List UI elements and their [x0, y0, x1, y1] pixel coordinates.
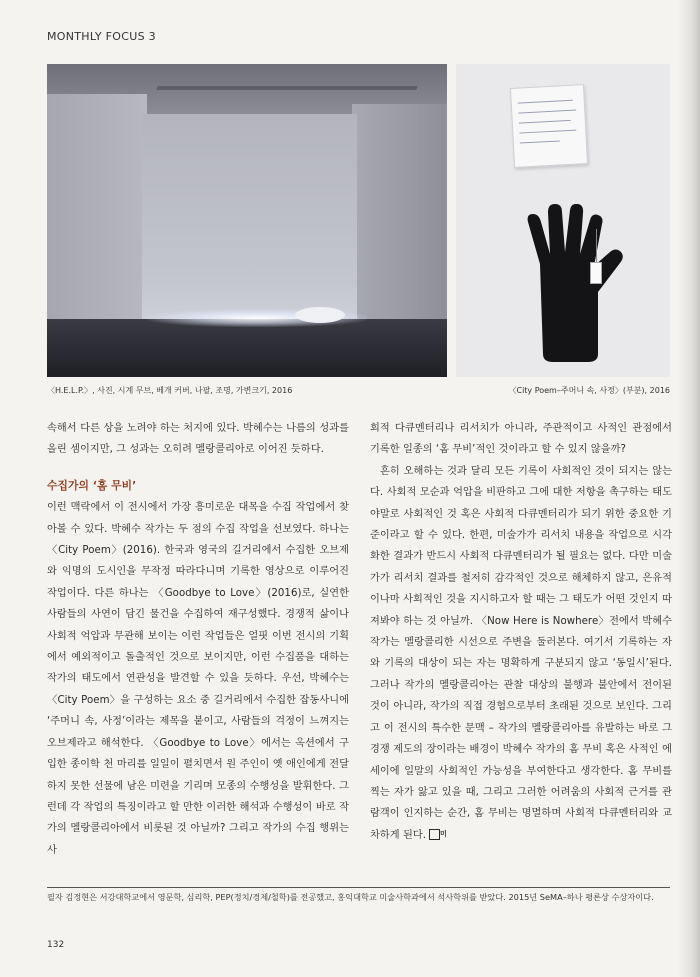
pillow-object: [295, 307, 345, 323]
body-paragraph-2: [370, 461, 672, 846]
body-paragraph: 이런 맥락에서 이 전시에서 가장 흥미로운 대목을 수집 작업에서 찾아볼 수 있다. 박혜수 작가는 두 점의 수집 작업을 선보였다. 하나는 〈City Poem〉(2016). 한국과 영국의 길거리에서 수집한 오브제와 익명의 도시인을 무작정 따라다니며 기록한 영상으로 이루어진 작업이다. 다른 하나는 〈Goodbye to Love〉(2016)로, 실연한 사람들의 사연이 담긴 물건을 수집하여 재구성했다. 경쟁적 삶이나 사회적 억압과 무관해 보이는 이런 작업들은 얼핏 이번 전시의 기획에서 예외적이고 돌출적인 것으로 보이지만, 이런 수집품을 대하는 작가의 태도에서 연관성을 발견할 수 있을 듯하다. 우선, 박혜수는 〈City Poem〉을 구성하는 요소 중 길거리에서 수집한 잡동사니에 ‘주머니 속, 사정’이라는 제목을 붙이고, 사람들의 걱정이 느껴지는 오브제라고 해석한다. 〈Goodbye to Love〉에서는 옥션에서 구입한 종이학 천 마리를 일일이 펼치면서 원 주인이 옛 애인에게 전달하지 못한 선물에 남은 미련을 기리며 모종의 수행성을 발휘한다. 그런데 각 작업의 특징이라고 할 만한 이러한 해석과 수행성이 바로 작가의 멜랑콜리아에서 비롯된 것 아닐까? 그리고 작가의 수집 행위는 사: [47, 502, 349, 856]
author-footnote: 필자 김정현은 서강대학교에서 영문학, 심리학, PEP(정치/경제/철학)를 전공했고, 홍익대학교 미술사학과에서 석사학위를 받았다. 2015년 SeMA–하나 평론상 수상자이다.: [47, 892, 654, 902]
section-header: MONTHLY FOCUS 3: [47, 30, 156, 43]
installation-photo: [47, 64, 447, 377]
glove-icon: [518, 204, 628, 364]
continuation-paragraph: 회적 다큐멘터리나 리서치가 아니라, 주관적이고 사적인 관점에서 기록한 일종의 ‘홈 무비’적인 것이라고 할 수 있지 않을까?: [370, 423, 672, 456]
handwritten-note: [510, 84, 588, 168]
footnote-divider: [47, 887, 670, 888]
page-number: 132: [47, 940, 65, 950]
intro-paragraph: 속해서 다른 상을 노려야 하는 처지에 있다. 박혜수는 나름의 성과를 올린 셈이지만, 그 성과는 오히려 멜랑콜리아로 이어진 듯하다.: [47, 423, 349, 456]
section-heading: 수집가의 ‘홈 무비’: [47, 478, 137, 492]
end-mark-icon: 미: [429, 829, 440, 840]
article-column-left: [47, 418, 349, 861]
ceiling-vent: [156, 86, 417, 90]
binding-shadow: [678, 0, 700, 977]
glove-photo: [456, 64, 670, 377]
gallery-floor: [47, 319, 447, 377]
article-column-right: [370, 418, 672, 846]
price-tag: [590, 262, 602, 284]
photo-caption-right: 〈City Poem–주머니 속, 사정〉(부분), 2016: [508, 386, 670, 395]
photo-caption-left: 〈H.E.L.P.〉, 사진, 시계 무브, 베개 커버, 나팔, 조명, 가변크기, 2016: [47, 386, 293, 395]
body-paragraph-2-text: 흔히 오해하는 것과 달리 모든 기록이 사회적인 것이 되지는 않는다. 사회적 모순과 억압을 비판하고 그에 대한 저항을 촉구하는 태도야말로 사회적인 것 혹은 사회적 다큐멘터리가 되기 위한 중요한 기준이라고 할 수 있다. 한편, 미술가가 리서치 내용을 작업으로 시각화한 결과가 반드시 사회적 다큐멘터리가 될 필요는 없다. 다만 미술가가 리서치 결과를 철저히 감각적인 것으로 해체하지 않고, 은유적이나마 사회적인 것을 지시하고자 할 때는 그 태도가 어떤 것인지 따져봐야 하는 것 아닐까. 〈Now Here is Nowhere〉전에서 박혜수 작가는 멜랑콜리한 시선으로 주변을 둘러본다. 여기서 기록하는 자와 기록의 대상이 되는 자는 명확하게 구분되지 않고 ‘동일시’된다. 그러나 작가의 멜랑콜리아는 관찰 대상의 불행과 불안에서 전이된 것이 아니라, 작가의 직접 경험으로부터 초래된 것으로 보인다. 그리고 이 전시의 특수한 문맥 – 작가의 멜랑콜리아를 유발하는 바로 그 경쟁 제도의 장이라는 배경이 박혜수 작가의 홈 무비 혹은 사적인 에세이에 일말의 사회적인 가능성을 부여한다고 생각한다. 홈 무비를 찍는 자가 앓고 있을 때, 그리고 그러한 어려움의 사회적 근거를 관람객이 인지하는 순간, 홈 무비는 명멸하며 사회적 다큐멘터리와 교차하게 된다.: [370, 465, 672, 841]
